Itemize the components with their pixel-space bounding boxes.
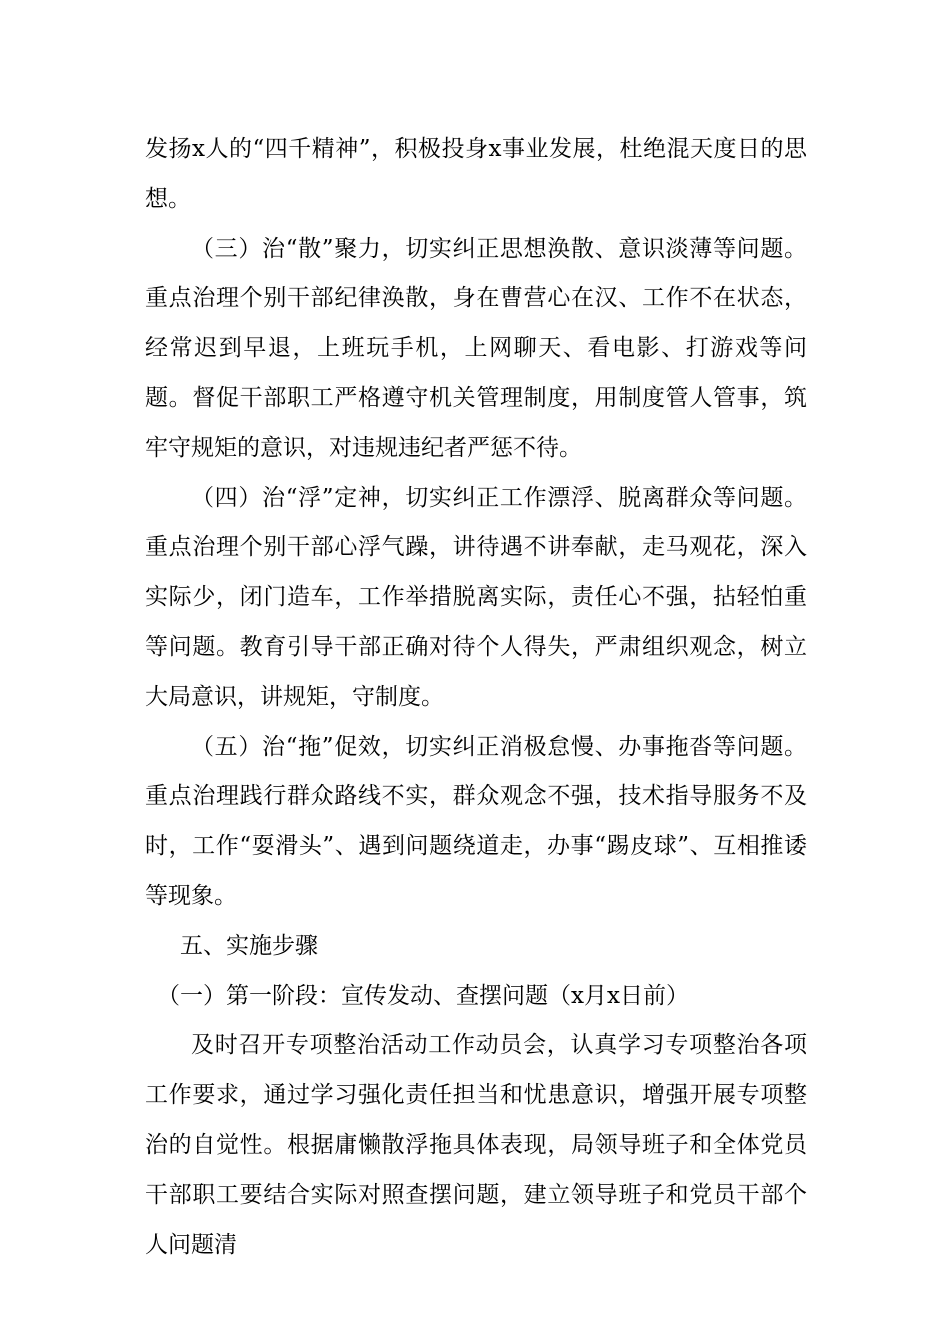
- paragraph-stage-one: 及时召开专项整治活动工作动员会，认真学习专项整治各项工作要求，通过学习强化责任担当和忧患意识，增强开展专项整治的自觉性。根据庸懒散浮拖具体表现，局领导班子和全体党员干部职工要结合实际对照查摆问题，建立领导班子和党员干部个人问题清: [145, 1032, 807, 1258]
- document-body: [145, 125, 807, 1270]
- paragraph-continuation: 发扬x人的“四千精神”，积极投身x事业发展，杜绝混天度日的思想。: [145, 136, 807, 212]
- paragraph-zhi-tuo: （五）治“拖”促效，切实纠正消极怠慢、办事拖沓等问题。重点治理践行群众路线不实，群众观念不强，技术指导服务不及时，工作“耍滑头”、遇到问题绕道走，办事“踢皮球”、互相推诿等现象。: [145, 733, 807, 909]
- stage-one-heading: （一）第一阶段：宣传发动、查摆问题（x月x日前）: [157, 982, 689, 1009]
- paragraph-zhi-san: （三）治“散”聚力，切实纠正思想涣散、意识淡薄等问题。重点治理个别干部纪律涣散，身在曹营心在汉、工作不在状态，经常迟到早退，上班玩手机，上网聊天、看电影、打游戏等问题。督促干部职工严格遵守机关管理制度，用制度管人管事，筑牢守规矩的意识，对违规违纪者严惩不待。: [145, 235, 807, 461]
- section-heading-implementation-steps: 五、实施步骤: [180, 932, 318, 959]
- paragraph-zhi-fu: （四）治“浮”定神，切实纠正工作漂浮、脱离群众等问题。重点治理个别干部心浮气躁，讲待遇不讲奉献，走马观花，深入实际少，闭门造车，工作举措脱离实际，责任心不强，拈轻怕重等问题。教育引导干部正确对待个人得失，严肃组织观念，树立大局意识，讲规矩，守制度。: [145, 484, 807, 710]
